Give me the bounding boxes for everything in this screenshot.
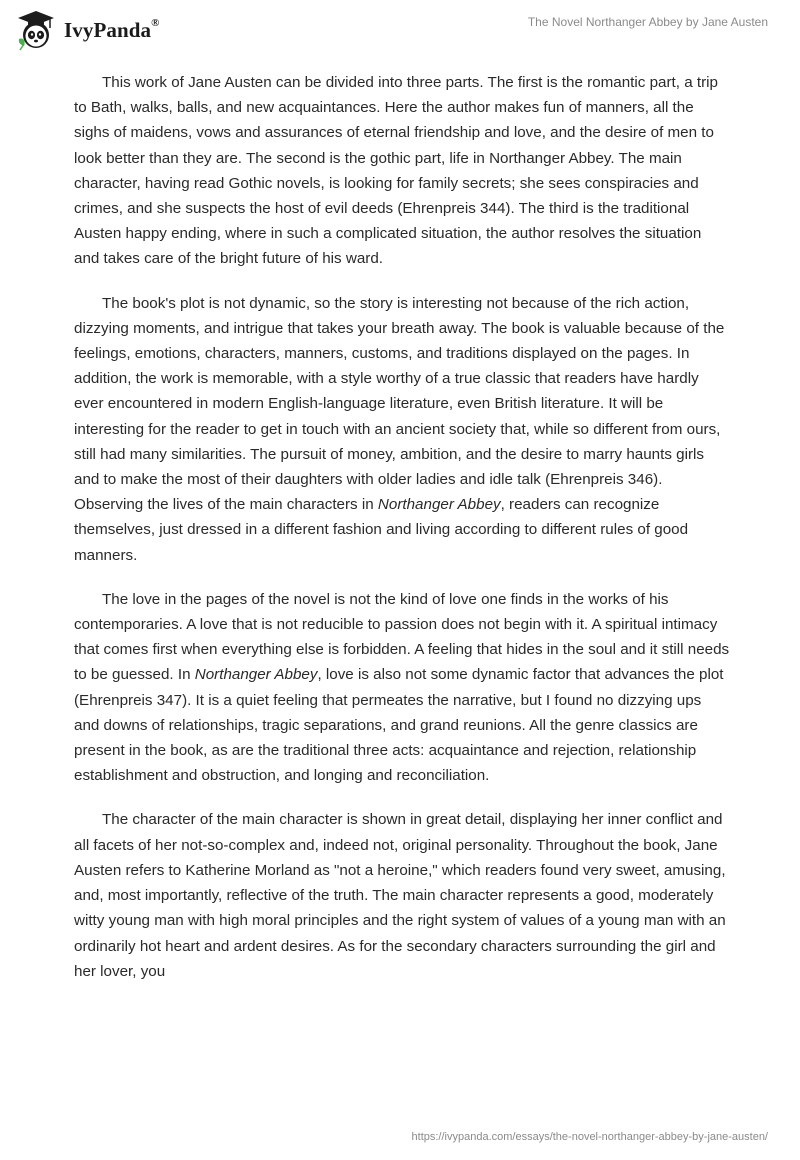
source-url[interactable]: https://ivypanda.com/essays/the-novel-northanger-abbey-by-jane-austen/ [411, 1131, 768, 1143]
ivypanda-logo[interactable] [14, 8, 160, 52]
essay-paragraph [74, 70, 730, 272]
essay-paragraph [74, 587, 730, 789]
panda-icon [14, 8, 58, 52]
essay-body [74, 70, 730, 1003]
paragraph-text: The book's plot is not dynamic, so the story is interesting not because of the rich action, dizzying moments, and intrigue that takes your breath away. The book is valuable because of the feelings, emotions, characters, manners, customs, and traditions displayed on the pages. In addition, the work is memorable, with a style worthy of a true classic that readers have hardly ever encountered in modern English-language literature, even British literature. It will be interesting for the reader to get in touch with an ancient society that, while so different from ours, still had many similarities. The pursuit of money, ambition, and the desire to marry haunts girls and to make the most of their daughters with older ladies and idle talk (Ehrenpreis 346). Observing the lives of the main characters in [74, 294, 725, 514]
logo-wordmark: IvyPanda® [64, 16, 160, 42]
paragraph-text: This work of Jane Austen can be divided into three parts. The first is the romantic part, a trip to Bath, walks, balls, and new acquaintances. Here the author makes fun of manners, all the sighs of maidens, vows and assurances of eternal friendship and love, and the desire of men to look better than they are. The second is the gothic part, life in Northanger Abbey. The main character, having read Gothic novels, is looking for family secrets; she sees conspiracies and crimes, and she suspects the host of evil deeds (Ehrenpreis 344). The third is the traditional Austen happy ending, where in such a complicated situation, the author resolves the situation and takes care of the bright future of his ward. [74, 74, 718, 268]
document-title: The Novel Northanger Abbey by Jane Austen [527, 15, 768, 29]
paragraph-text: The character of the main character is shown in great detail, displaying her inner conflict and all facets of her not-so-complex and, indeed not, original personality. Throughout the book, Jane Austen refers to Katherine Morland as "not a heroine," which readers found very sweet, amusing, and, most importantly, reflective of the truth. The main character represents a good, moderately witty young man with high moral principles and the right system of values of a young man with an ordinarily hot heart and ardent desires. As for the secondary characters surrounding the girl and her lover, you [74, 811, 726, 980]
paragraph-text: , love is also not some dynamic factor that advances the plot (Ehrenpreis 347). It is a quiet feeling that permeates the narrative, but I found no dizzying ups and downs of relationships, tragic separations, and grand reunions. All the genre classics are present in the book, as are the traditional three acts: acquaintance and rejection, relationship establishment and obstruction, and longing and reconciliation. [74, 666, 724, 785]
book-title-italic: Northanger Abbey [377, 496, 501, 514]
paragraph-text: , readers can recognize themselves, just dressed in a different fashion and living according to different rules of good manners. [74, 496, 689, 564]
book-title-italic: Northanger Abbey [194, 666, 318, 684]
essay-paragraph [74, 291, 730, 568]
page-header [0, 0, 800, 60]
essay-paragraph [74, 807, 730, 983]
paragraph-text: The love in the pages of the novel is not the kind of love one finds in the works of his contemporaries. A love that is not reducible to passion does not begin with it. A spiritual intimacy that comes first when everything else is forbidden. A feeling that hides in the soul and it still needs to be guessed. In [74, 590, 730, 684]
